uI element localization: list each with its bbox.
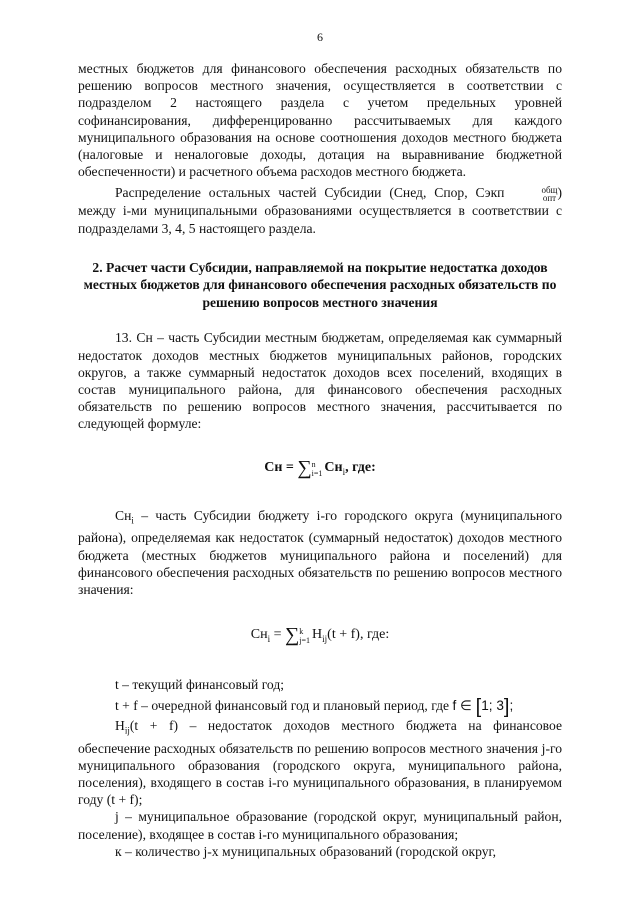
formula2-lhs: Сн: [250, 627, 268, 643]
tf-range: 1; 3: [481, 698, 504, 714]
cn-i-sub: i: [131, 515, 134, 526]
sum-limits: [312, 460, 323, 478]
cn-i-term: Сн: [115, 507, 132, 523]
sum-symbol: ∑: [297, 456, 312, 479]
def-j: j – муниципальное образование (городской округ, муниципальный район, поселение), входящее в состав i-го муниципального образования;: [78, 809, 562, 842]
formula-cn-total: [78, 456, 562, 481]
tf-formula: [452, 696, 514, 719]
formula2-tail: , где:: [359, 627, 390, 643]
page-number: 6: [317, 30, 323, 44]
formula2-eq: =: [270, 627, 286, 643]
sum-limits-2: [299, 627, 310, 645]
tf-close-bracket: ]: [503, 696, 510, 719]
document-body: [78, 60, 562, 860]
formula1-lhs: Сн =: [264, 459, 298, 475]
formula1-term-sub: i: [342, 466, 346, 477]
def-h-term: Н: [115, 717, 125, 733]
def-h-sub: ij: [124, 725, 130, 736]
sum-lower: i=1: [311, 468, 323, 478]
formula-cn-i: [78, 626, 562, 648]
def-t: t – текущий финансовый год;: [115, 677, 285, 693]
def-h: [78, 717, 562, 809]
distribution-text-start: Распределение остальных частей Субсидии (Снед, Спор, Сэкп: [115, 185, 505, 201]
def-tf-text: t + f – очередной финансовый год и плановый период, где: [115, 698, 450, 714]
sekp-indices: [504, 186, 557, 202]
def-tf: [78, 696, 562, 719]
distribution-text-end: ) между i-ми муниципальными образованиями осуществляется в соответствии с подразделами 3, 4, 5 настоящего раздела.: [78, 185, 562, 236]
formula2-term: Н: [312, 627, 323, 643]
paragraph-13: 13. Сн – часть Субсидии местным бюджетам, определяемая как суммарный недостаток доходов местных бюджетов муниципальных районов, городских округов, а также суммарный недостаток доходов всех поселений, входящих в состав муниципального района, для финансового обеспечения расходных обязательств по решению вопросов местного значения, рассчитывается по следующей формуле:: [78, 330, 562, 432]
formula2-lhs-sub: i: [267, 634, 271, 645]
formula2-term-sub: ij: [322, 634, 328, 645]
tf-open-bracket: [: [475, 696, 482, 719]
paragraph-distribution: [78, 184, 562, 236]
sekp-superscript: общ: [541, 185, 558, 196]
sum-upper: n: [311, 459, 316, 469]
tf-end: ;: [509, 698, 514, 714]
def-k: к – количество j-х муниципальных образований (городской округ,: [115, 843, 496, 859]
tf-formula-start: f ∈: [452, 698, 476, 714]
formula1-term: Сн: [324, 459, 343, 475]
def-h-text: (t + f) – недостаток доходов местного бюджета на финансовое обеспечение расходных обязательств по решению вопросов местного значения j-го муниципального образования (городского округа, муниципального района, поселения), входящего в состав i-го муниципального образования, в планируемом году (t + f);: [78, 717, 562, 808]
sekp-subscript: опт: [542, 193, 557, 204]
paragraph-cn-i: [78, 507, 562, 599]
formula2-arg: (t + f): [327, 627, 360, 643]
sum-lower-2: j=1: [299, 636, 311, 646]
sum-symbol-2: ∑: [285, 624, 300, 647]
formula1-tail: , где:: [345, 459, 376, 475]
cn-i-text: – часть Субсидии бюджету i-го городского округа (муниципального района), определяемая как недостаток (суммарный недостаток) доходов местного бюджета (местных бюджетов муниципального района и поселений) для финансового обеспечения расходных обязательств по решению вопросов местного значения:: [78, 507, 562, 598]
sum-upper-2: k: [299, 627, 304, 637]
paragraph-subsidy-intro: местных бюджетов для финансового обеспечения расходных обязательств по решению вопросов местного значения, осуществляется в соответствии с подразделом 2 настоящего раздела с учетом предельных уровней софинансирования, дифференцированно рассчитываемых для каждого муниципального образования на основе соотношения доходов местного бюджета (налоговые и неналоговые доходы, дотация на выравнивание бюджетной обеспеченности) и расчетного объема расходов местного бюджета.: [78, 61, 562, 180]
section-title: 2. Расчет части Субсидии, направляемой на покрытие недостатка доходов местных бюджетов для финансового обеспечения расходных обязательств по решению вопросов местного значения: [83, 259, 557, 310]
